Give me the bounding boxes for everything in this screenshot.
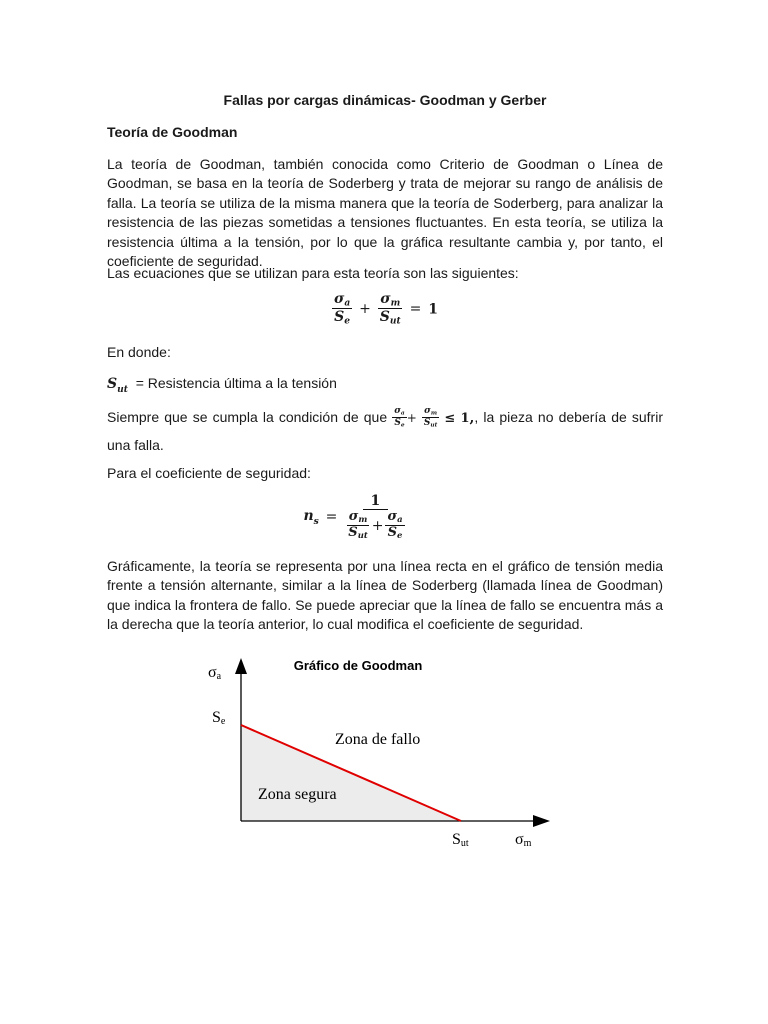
fail-zone-label: Zona de fallo xyxy=(335,731,421,748)
where-label: En donde: xyxy=(107,344,171,360)
safe-zone-label: Zona segura xyxy=(258,786,337,803)
sut-definition: $S_{ut}$ = Resistencia última a la tensión xyxy=(107,375,337,395)
sut-label: Sut xyxy=(452,831,469,849)
y-axis-label: σa xyxy=(208,664,222,682)
equations-intro: Las ecuaciones que se utilizan para esta teoría son las siguientes: xyxy=(107,265,519,281)
fraction-sa-se: $\frac{\sigma_a}{S_e}$ xyxy=(334,291,351,327)
safety-factor-equation: $n_s$ = 1 $\frac{\sigma_m}{S_{ut}}$ + $\frac{\sigma_a}{S_e}$ xyxy=(303,493,403,540)
condition-paragraph: Siempre que se cumpla la condición de que $\frac{\sigma_a}{S_e}$ + $\frac{\sigma_m}{S_{ut}}$ ≤ 1,, la pieza no debería de sufrir una falla. xyxy=(107,406,663,453)
intro-paragraph: La teoría de Goodman, también conocida como Criterio de Goodman o Línea de Goodman, se basa en la teoría de Soderberg y trata de mejorar su rango de análisis de falla. La teoría se utiliza de la misma manera que la teoría de Soderberg, para analizar la resistencia de las piezas sometidas a tensiones fluctuantes. En esta teoría, se utiliza la resistencia última a la tensión, por lo que la gráfica resultante cambia y, por tanto, el coeficiente de seguridad. xyxy=(107,156,663,270)
safety-factor-label: Para el coeficiente de seguridad: xyxy=(107,465,311,481)
section-heading: Teoría de Goodman xyxy=(107,124,238,140)
x-axis-label: σm xyxy=(515,831,532,849)
goodman-equation: $\frac{\sigma_a}{S_e}$ + $\frac{\sigma_m}{S_{ut}}$ = 1 xyxy=(334,291,438,327)
chart-title: Gráfico de Goodman xyxy=(293,658,423,673)
se-label: Se xyxy=(212,709,226,727)
page-title: Fallas por cargas dinámicas- Goodman y Gerber xyxy=(223,92,547,108)
x-axis-arrow xyxy=(533,815,550,827)
fraction-sm-sut: $\frac{\sigma_m}{S_{ut}}$ xyxy=(379,291,401,327)
goodman-chart xyxy=(195,650,565,850)
y-axis-arrow xyxy=(235,658,247,674)
graphical-paragraph: Gráficamente, la teoría se representa por una línea recta en el gráfico de tensión media frente a tensión alternante, similar a la línea de Soderberg (llamada línea de Goodman) que indica la frontera de fallo. Se puede apreciar que la línea de fallo se encuentra más a la derecha que la teoría anterior, lo cual modifica el coeficiente de seguridad. xyxy=(107,558,663,633)
